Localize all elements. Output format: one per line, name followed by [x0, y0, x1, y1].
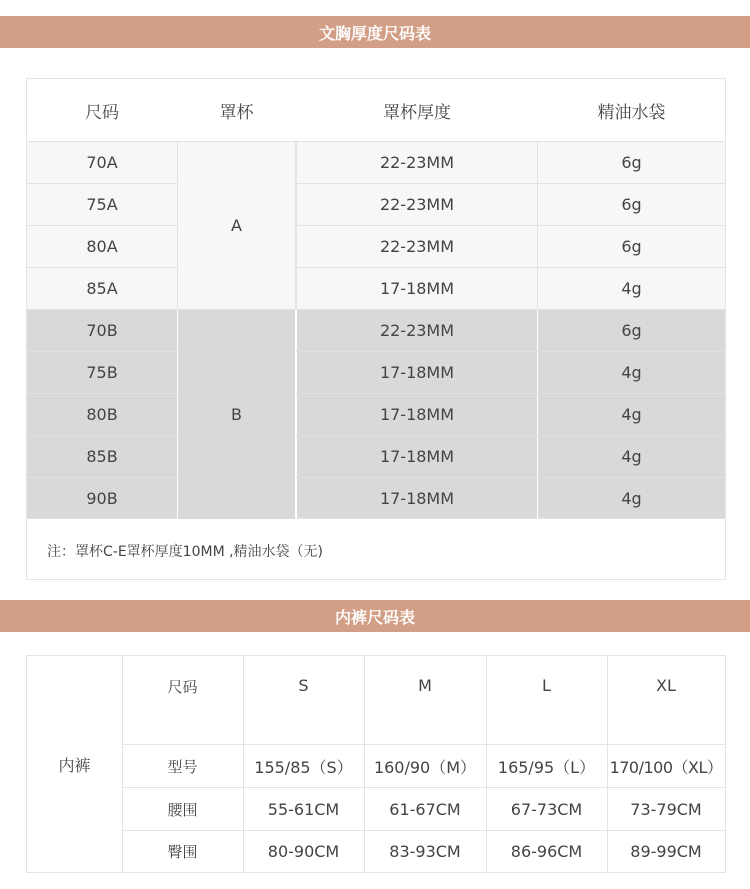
table-row	[27, 477, 725, 519]
thickness-cell: 17-18MM	[296, 352, 538, 393]
size-cell: 75A	[86, 195, 118, 214]
table-row	[27, 141, 725, 183]
pad-cell: 4g	[621, 447, 642, 466]
waist-cell: 61-67CM	[389, 799, 461, 819]
size-cell: 75B	[86, 363, 118, 382]
header-cup: 罩杯	[219, 102, 254, 123]
size-cell: 85A	[86, 279, 118, 298]
size-l: L	[542, 676, 551, 695]
table-row	[27, 183, 725, 225]
model-cell: 160/90（M）	[373, 757, 477, 777]
table-row	[27, 309, 725, 351]
thickness-cell: 17-18MM	[296, 478, 538, 519]
bra-table-body	[27, 141, 725, 519]
model-cell: 155/85（S）	[254, 757, 353, 777]
waist-cell: 73-79CM	[630, 799, 702, 819]
row-label-waist: 腰围	[167, 800, 198, 819]
hip-cell: 83-93CM	[389, 842, 461, 861]
size-cell: 85B	[86, 447, 118, 466]
panty-size-table	[26, 655, 726, 873]
waist-cell: 67-73CM	[510, 799, 583, 819]
panty-size-chart-banner: 内裤尺码表	[0, 600, 750, 632]
thickness-cell: 17-18MM	[296, 394, 538, 435]
cup-group-a: A	[177, 142, 296, 309]
thickness-cell: 17-18MM	[296, 436, 538, 477]
pad-cell: 4g	[621, 489, 642, 508]
hip-cell: 80-90CM	[267, 842, 340, 861]
waist-cell: 55-61CM	[267, 799, 340, 819]
pad-cell: 6g	[621, 237, 642, 256]
hip-cell: 86-96CM	[510, 842, 583, 861]
header-oil-pad: 精油水袋	[597, 102, 666, 123]
header-size: 尺码	[85, 102, 119, 123]
table-row	[27, 351, 725, 393]
hip-cell: 89-99CM	[630, 842, 702, 861]
row-label-model: 型号	[167, 757, 198, 776]
table-row	[27, 435, 725, 477]
size-xl: XL	[656, 676, 676, 695]
bra-size-chart-banner: 文胸厚度尺码表	[0, 16, 750, 48]
table-row	[27, 267, 725, 309]
size-cell: 70A	[86, 153, 118, 172]
model-cell: 170/100（XL）	[609, 757, 723, 777]
size-cell: 80A	[86, 237, 118, 256]
pad-cell: 4g	[621, 405, 642, 424]
table-row	[27, 225, 725, 267]
panty-category: 内裤	[58, 755, 91, 775]
thickness-cell: 22-23MM	[296, 142, 538, 183]
pad-cell: 6g	[621, 153, 642, 172]
cup-group-b: B	[177, 310, 296, 519]
model-cell: 165/95（L）	[497, 757, 596, 777]
thickness-cell: 22-23MM	[296, 226, 538, 267]
size-cell: 90B	[86, 489, 118, 508]
bra-size-table	[26, 78, 726, 580]
pad-cell: 6g	[621, 195, 642, 214]
thickness-cell: 22-23MM	[296, 184, 538, 225]
header-size: 尺码	[167, 678, 198, 696]
table-row	[27, 393, 725, 435]
header-cup-thickness: 罩杯厚度	[383, 102, 451, 123]
thickness-cell: 17-18MM	[296, 268, 538, 309]
pad-cell: 4g	[621, 363, 642, 382]
size-m: M	[418, 676, 432, 695]
thickness-cell: 22-23MM	[296, 310, 538, 351]
cup-note: 注：罩杯C-E罩杯厚度10MM ,精油水袋（无)	[47, 544, 324, 560]
size-cell: 80B	[86, 405, 118, 424]
pad-cell: 6g	[621, 321, 642, 340]
bra-table-header	[27, 79, 725, 141]
pad-cell: 4g	[621, 279, 642, 298]
row-label-hip: 臀围	[167, 843, 198, 861]
size-s: S	[298, 676, 309, 695]
size-cell: 70B	[86, 321, 118, 340]
